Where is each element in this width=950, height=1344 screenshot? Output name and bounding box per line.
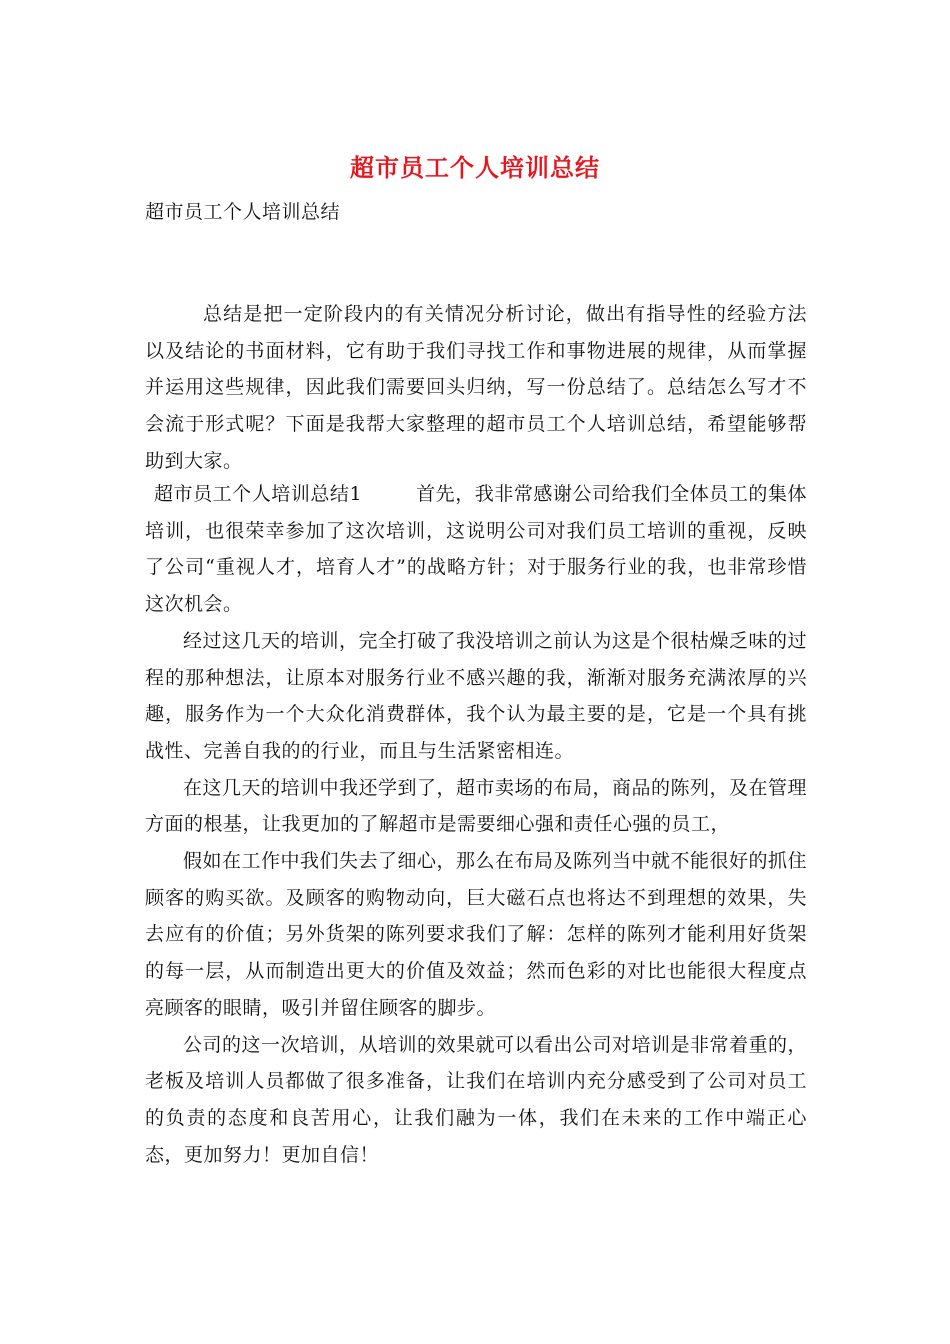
paragraph: 在这几天的培训中我还学到了，超市卖场的布局，商品的陈列，及在管理方面的根基，让我更加的了解超市是需要细心强和责任心强的员工， [145,776,808,836]
document-title: 超市员工个人培训总结 [350,153,600,182]
section-heading: 超市员工个人培训总结1 [154,483,363,505]
paragraph: 经过这几天的培训，完全打破了我没培训之前认为这是个很枯燥乏味的过程的那种想法，让原本对服务行业不感兴趣的我，渐渐对服务充满浓厚的兴趣，服务作为一个大众化消费群体，我个认为最主要的是，它是一个具有挑战性、完善自我的的行业，而且与生活紧密相连。 [145,629,808,762]
intro-block [145,296,807,480]
first-paragraph [145,476,807,623]
document-subtitle: 超市员工个人培训总结 [145,201,341,223]
intro-paragraph: 总结是把一定阶段内的有关情况分析讨论，做出有指导性的经验方法以及结论的书面材料，它有助于我们寻找工作和事物进展的规律，从而掌握并运用这些规律，因此我们需要回头归纳，写一份总结了。总结怎么写才不会流于形式呢？下面是我帮大家整理的超市员工个人培训总结，希望能够帮助到大家。 [145,303,807,472]
paragraph: 公司的这一次培训，从培训的效果就可以看出公司对培训是非常着重的，老板及培训人员都做了很多准备，让我们在培训内充分感受到了公司对员工的负责的态度和良苦用心，让我们融为一体，我们在未来的工作中端正心态，更加努力！更加自信！ [145,1033,808,1166]
paragraph-text: 首先，我非常感谢公司给我们全体员工的集体培训，也很荣幸参加了这次培训，这说明公司对我们员工培训的重视，反映了公司“重视人才，培育人才”的战略方针；对于服务行业的我，也非常珍惜这次机会。 [145,483,807,616]
section-block [145,476,807,1173]
paragraph: 假如在工作中我们失去了细心，那么在布局及陈列当中就不能很好的抓住顾客的购买欲。及顾客的购物动向，巨大磁石点也将达不到理想的效果，失去应有的价值；另外货架的陈列要求我们了解：怎样的陈列才能利用好货架的每一层，从而制造出更大的价值及效益；然而色彩的对比也能很大程度点亮顾客的眼睛，吸引并留住顾客的脚步。 [145,850,808,1019]
